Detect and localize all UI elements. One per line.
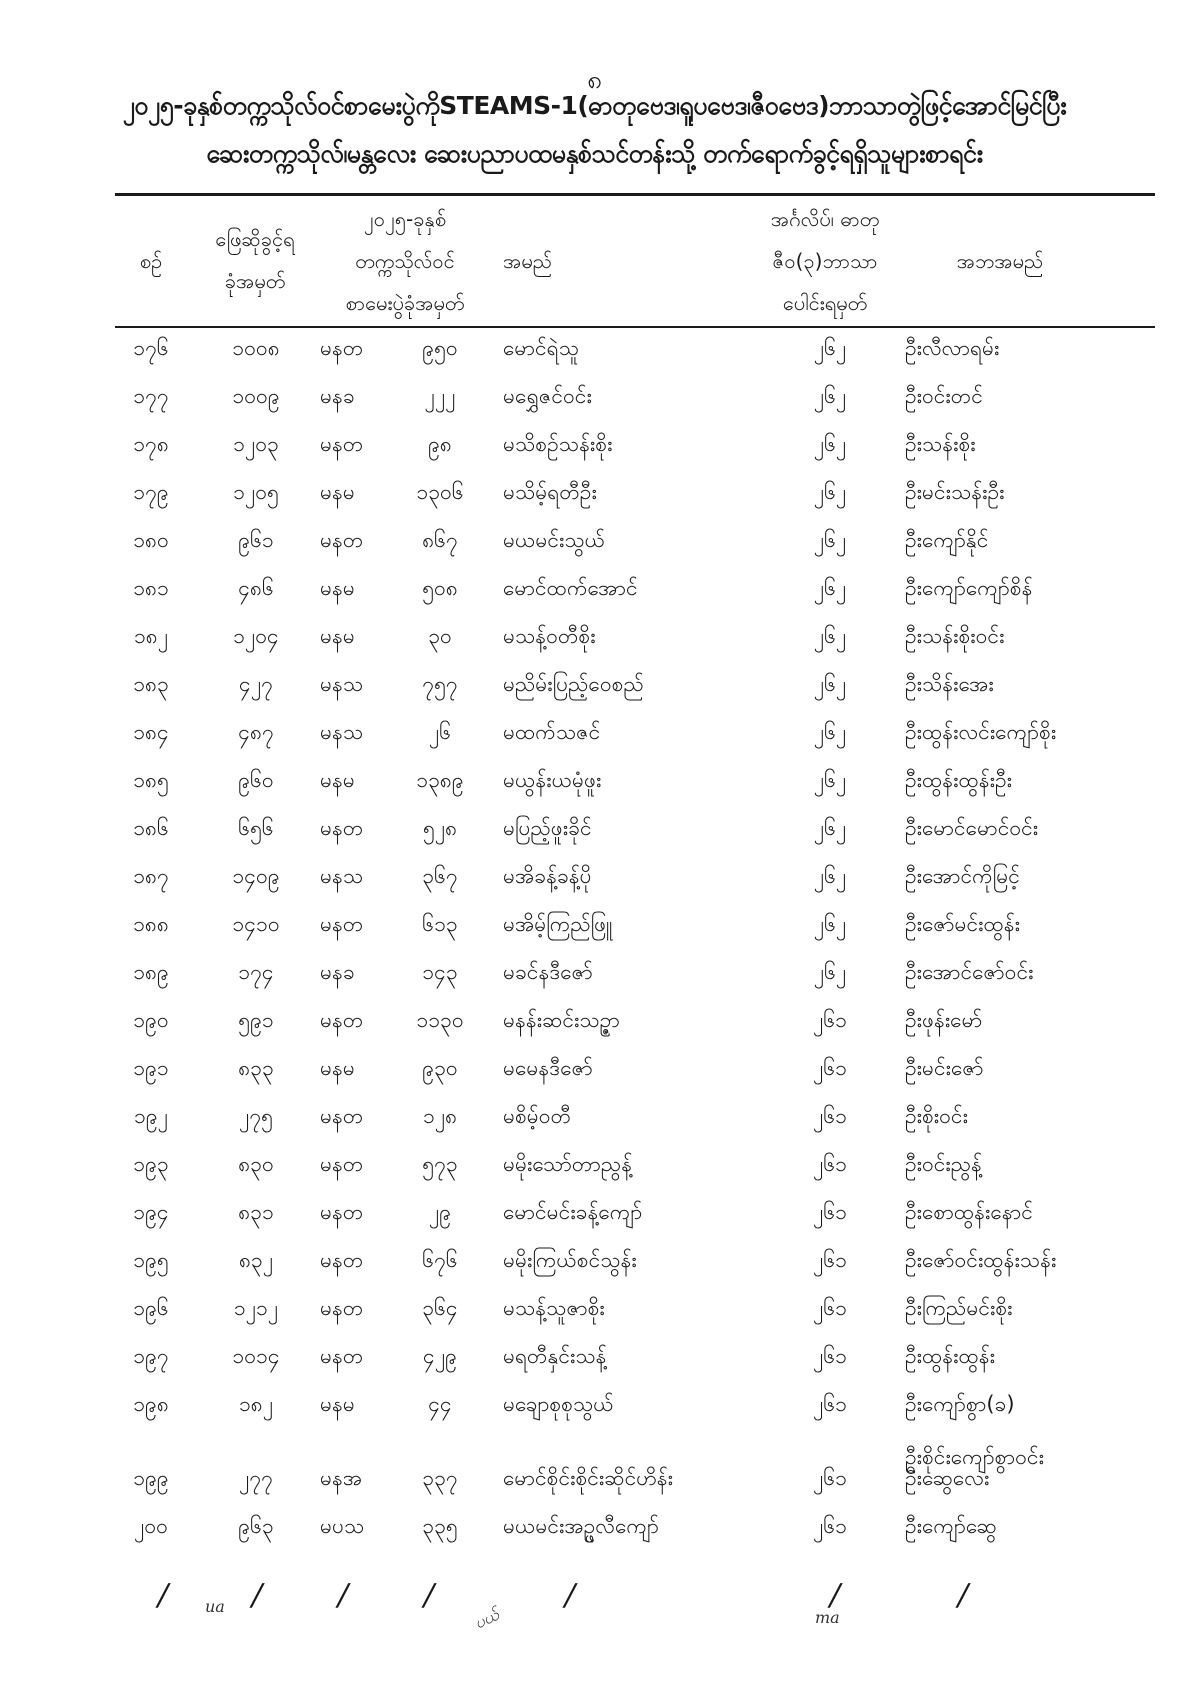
- matric-number-cell: ၁၂၈: [422, 1104, 458, 1128]
- matric-prefix-cell: မနတ: [320, 1296, 364, 1320]
- roll-number-cell: ၁၂၀၅: [233, 480, 279, 504]
- matric-number-cell: ၃၃၇: [422, 1466, 458, 1490]
- matric-number-cell: ၁၃၈၉: [416, 768, 464, 792]
- name-cell: မနန်းဆင်းသဉ္ဇာ: [503, 1008, 620, 1032]
- roll-number-cell: ၅၉၁: [238, 1008, 274, 1032]
- father-name-cell: ဦးထွန်းလင်းကျော်စိုး: [905, 720, 1057, 744]
- roll-number-cell: ၄၂၇: [239, 672, 273, 696]
- roll-number-cell: ၉၆၃: [238, 1514, 274, 1538]
- table-row: [0, 1511, 1189, 1559]
- matric-prefix-cell: မနမ: [320, 1056, 355, 1080]
- marks-cell: ၂၆၁: [813, 1466, 847, 1490]
- matric-number-cell: ၅၀၈: [422, 576, 458, 600]
- name-cell: မယမင်းအဥ္ဖလီကျော်: [503, 1514, 659, 1538]
- table-row: [0, 957, 1189, 1005]
- matric-number-cell: ၄၂၉: [423, 1344, 457, 1368]
- roll-number-cell: ၈၃၀: [238, 1152, 274, 1176]
- serial-cell: ၁၉၇: [133, 1344, 169, 1368]
- matric-number-cell: ၆၁၃: [422, 912, 458, 936]
- father-name-cell: ဦးအောင်ကိုမြင့်: [905, 864, 1020, 888]
- table-row: [0, 717, 1189, 765]
- serial-cell: ၁၉၃: [133, 1152, 169, 1176]
- serial-cell: ၁၇၈: [133, 432, 169, 456]
- matric-number-cell: ၅၇၃: [422, 1152, 458, 1176]
- serial-cell: ၂၀၀: [134, 1514, 168, 1538]
- roll-number-cell: ၁၄၀၉: [232, 864, 280, 888]
- marks-cell: ၂၆၂: [813, 384, 847, 408]
- marks-cell: ၂၆၁: [813, 1056, 847, 1080]
- matric-prefix-cell: မနတ: [320, 528, 364, 552]
- name-cell: မောင်မင်းခန့်ကျော်: [503, 1200, 643, 1224]
- name-cell: မောင်စိုင်းစိုင်းဆိုင်ဟိန်း: [503, 1466, 673, 1490]
- header-marks-line3: ပေါင်းရမှတ်: [782, 291, 868, 315]
- table-row: [0, 1053, 1189, 1101]
- table-row: [0, 1197, 1189, 1245]
- matric-prefix-cell: မနသ: [320, 672, 364, 696]
- tick-mark: /: [420, 1578, 438, 1613]
- matric-number-cell: ၂၉: [428, 1200, 452, 1224]
- table-row: [0, 381, 1189, 429]
- marks-cell: ၂၆၂: [813, 816, 847, 840]
- name-cell: မသိစဉ်သန်းစိုး: [503, 432, 613, 456]
- serial-cell: ၁၈၀: [133, 528, 169, 552]
- serial-cell: ၁၈၁: [133, 576, 169, 600]
- tick-mark: /: [334, 1578, 352, 1613]
- header-marks-line2: ဇီဝ(၃)ဘာသာ: [772, 249, 878, 273]
- serial-cell: ၁၉၁: [133, 1056, 169, 1080]
- table-row: [0, 669, 1189, 717]
- father-name-cell: ဦးဝင်းညွန့်: [905, 1152, 982, 1176]
- table-row: [0, 765, 1189, 813]
- roll-number-cell: ၂၇၅: [239, 1104, 273, 1128]
- table-row: [0, 813, 1189, 861]
- title-line-2: ဆေးတက္ကသိုလ်၊မန္တလေး ဆေးပညာပထမနှစ်သင်တန်းသို့ တက်ရောက်ခွင့်ရရှိသူများစာရင်း: [206, 139, 983, 168]
- roll-number-cell: ၄၈၇: [238, 720, 274, 744]
- serial-cell: ၁၉၄: [133, 1200, 169, 1224]
- matric-number-cell: ၆၇၆: [422, 1248, 458, 1272]
- matric-prefix-cell: မနမ: [320, 1392, 355, 1416]
- roll-number-cell: ၉၆၁: [238, 528, 274, 552]
- matric-prefix-cell: မနသ: [320, 720, 364, 744]
- roll-number-cell: ၁၂၁၂: [233, 1296, 279, 1320]
- table-rule-top: [115, 193, 1155, 196]
- matric-prefix-cell: မနမ: [320, 624, 355, 648]
- page-number: ၈: [587, 65, 602, 95]
- serial-cell: ၁၉၂: [134, 1104, 168, 1128]
- father-name-cell: ဦးကျော်ကျော်စိန်: [905, 576, 1033, 600]
- serial-cell: ၁၉၉: [133, 1466, 169, 1490]
- name-cell: မရွှေဇင်ဝင်း: [503, 384, 592, 408]
- marks-cell: ၂၆၂: [813, 528, 847, 552]
- matric-prefix-cell: မနတ: [320, 912, 364, 936]
- tick-mark: /: [154, 1578, 172, 1613]
- matric-prefix-cell: မပသ: [320, 1514, 365, 1538]
- father-name-cell: ဦးအောင်ဇော်ဝင်း: [905, 960, 1034, 984]
- serial-cell: ၁၇၉: [133, 480, 169, 504]
- serial-cell: ၁၈၆: [133, 816, 169, 840]
- serial-cell: ၁၉၅: [133, 1248, 169, 1272]
- matric-prefix-cell: မနအ: [320, 1466, 363, 1490]
- father-name-cell: ဦးဇော်ဝင်းထွန်းသန်း: [905, 1248, 1057, 1272]
- father-name-cell: ဦးစိုးဝင်း: [905, 1104, 968, 1128]
- roll-number-cell: ၁၀၀၉: [232, 384, 280, 408]
- roll-number-cell: ၆၅၆: [238, 816, 274, 840]
- matric-number-cell: ၁၄၃: [422, 960, 458, 984]
- father-name-cell: ဦးကျော်စွာ(ခ): [905, 1392, 1015, 1416]
- tick-mark: /: [826, 1578, 844, 1613]
- matric-number-cell: ၃၀: [428, 624, 452, 648]
- name-cell: မခင်နဒီဇော်: [503, 960, 593, 984]
- marks-cell: ၂၆၁: [813, 1152, 847, 1176]
- name-cell: မမိုးကြယ်စင်သွန်း: [503, 1248, 637, 1272]
- marks-cell: ၂၆၂: [813, 864, 847, 888]
- father-name-cell: ဦးဆွေလေး: [905, 1466, 990, 1490]
- serial-cell: ၁၉၀: [133, 1008, 169, 1032]
- marks-cell: ၂၆၂: [813, 624, 847, 648]
- name-cell: မထက်သဇင်: [503, 720, 601, 744]
- father-name-cell: ဦးထွန်းထွန်းဦး: [905, 768, 1012, 792]
- roll-number-cell: ၁၈၂: [238, 1392, 274, 1416]
- matric-number-cell: ၄၄: [428, 1392, 452, 1416]
- father-extra-line: ဦးစိုင်းကျော်စွာဝင်း: [905, 1445, 1044, 1469]
- matric-prefix-cell: မနခ: [320, 384, 355, 408]
- matric-prefix-cell: မနတ: [320, 1248, 364, 1272]
- name-cell: မောင်ရဲသူ: [503, 336, 580, 360]
- matric-prefix-cell: မနခ: [320, 960, 355, 984]
- matric-prefix-cell: မနတ: [320, 432, 364, 456]
- marks-cell: ၂၆၁: [813, 1296, 847, 1320]
- table-row: [0, 1293, 1189, 1341]
- serial-cell: ၁၈၈: [133, 912, 169, 936]
- marks-cell: ၂၆၁: [813, 1200, 847, 1224]
- father-name-cell: ဦးသိန်းအေး: [905, 672, 994, 696]
- serial-cell: ၁၉၆: [133, 1296, 169, 1320]
- matric-prefix-cell: မနတ: [320, 1344, 364, 1368]
- table-row: [0, 621, 1189, 669]
- table-row: [0, 861, 1189, 909]
- matric-number-cell: ၉၃၀: [422, 1056, 458, 1080]
- matric-number-cell: ၉၈: [428, 432, 452, 456]
- name-cell: မညိမ်းပြည့်ဝေစည်: [503, 672, 644, 696]
- matric-number-cell: ၅၂၈: [422, 816, 458, 840]
- matric-number-cell: ၃၆၇: [422, 864, 458, 888]
- matric-prefix-cell: မနတ: [320, 816, 364, 840]
- title-line-1: ၂၀၂၅-ခုနှစ်တက္ကသိုလ်ဝင်စာမေးပွဲကိုSTEAMS-1(ဓာတုဗေဒ၊ရူပဗေဒ၊ဇီဝဗေဒ)ဘာသာတွဲဖြင့်အောင်မြင်ပြီး: [122, 91, 1067, 120]
- roll-number-cell: ၁၀၀၈: [232, 336, 280, 360]
- marks-cell: ၂၆၂: [813, 576, 847, 600]
- name-cell: မအိမ့်ကြည်ဖြူ: [503, 912, 613, 936]
- roll-number-cell: ၈၃၂: [238, 1248, 274, 1272]
- table-rule-mid: [115, 326, 1155, 328]
- serial-cell: ၁၈၂: [133, 624, 169, 648]
- serial-cell: ၁၈၇: [133, 864, 169, 888]
- name-cell: မရတီနှင်းသန့်: [503, 1344, 607, 1368]
- serial-cell: ၁၉၈: [133, 1392, 169, 1416]
- father-name-cell: ဦးမောင်မောင်ဝင်း: [905, 816, 1039, 840]
- table-row: [0, 1149, 1189, 1197]
- header-matric-line2: တက္ကသိုလ်ဝင်: [355, 249, 455, 273]
- name-cell: မသန့်သူဇာစိုး: [503, 1296, 605, 1320]
- tick-mark: /: [561, 1578, 579, 1613]
- table-row: [0, 1101, 1189, 1149]
- name-cell: မယမင်းသွယ်: [503, 528, 606, 552]
- matric-prefix-cell: မနတ: [320, 336, 364, 360]
- table-row: [0, 525, 1189, 573]
- table-row: [0, 1389, 1189, 1437]
- header-marks-line1: အင်္ဂလိပ်၊ ဓာတု: [770, 207, 880, 231]
- matric-number-cell: ၂၂၂: [424, 384, 456, 408]
- name-cell: မသန့်ဝတီစိုး: [503, 624, 596, 648]
- serial-cell: ၁၈၃: [133, 672, 169, 696]
- serial-cell: ၁၈၅: [133, 768, 169, 792]
- father-name-cell: ဦးလီလာရမ်း: [905, 336, 1000, 360]
- name-cell: မသိမ့်ရတီဦး: [503, 480, 597, 504]
- header-father-name: အဘအမည်: [956, 249, 1044, 273]
- header-roll-line1: ဖြေဆိုခွင့်ရ: [215, 227, 295, 251]
- matric-prefix-cell: မနမ: [320, 768, 355, 792]
- name-cell: မမိုးသော်တာညွန့်: [503, 1152, 633, 1176]
- header-matriculation-number: [315, 198, 495, 324]
- serial-cell: ၁၈၄: [133, 720, 169, 744]
- tick-mark: /: [248, 1578, 266, 1613]
- name-cell: မချောစုစုသွယ်: [503, 1392, 614, 1416]
- father-name-cell: ဦးမင်းသန်းဦး: [905, 480, 1005, 504]
- marks-cell: ၂၆၂: [813, 720, 847, 744]
- roll-number-cell: ၁၀၁၄: [232, 1344, 280, 1368]
- table-row: [0, 429, 1189, 477]
- tick-marks-row: [0, 1578, 1189, 1638]
- table-row: [0, 477, 1189, 525]
- matric-prefix-cell: မနသ: [320, 864, 364, 888]
- matric-number-cell: ၁၃၀၆: [416, 480, 464, 504]
- matric-number-cell: ၂၆: [428, 720, 452, 744]
- roll-number-cell: ၁၂၀၄: [233, 624, 279, 648]
- father-name-cell: ဦးထွန်းထွန်း: [905, 1344, 995, 1368]
- name-cell: မပြည့်ဖူးခိုင်: [503, 816, 592, 840]
- father-name-cell: ဦးဖုန်းမော်: [905, 1008, 983, 1032]
- marks-cell: ၂၆၂: [813, 912, 847, 936]
- roll-number-cell: ၄၈၆: [238, 576, 274, 600]
- roll-number-cell: ၁၄၁၀: [232, 912, 280, 936]
- father-name-cell: ဦးကျော်နိုင်: [905, 528, 989, 552]
- father-name-cell: ဦးဝင်းတင်: [905, 384, 983, 408]
- roll-number-cell: ၈၃၁: [238, 1200, 274, 1224]
- marks-cell: ၂၆၁: [813, 1514, 847, 1538]
- roll-number-cell: ၁၂၀၃: [233, 432, 279, 456]
- header-total-marks: [725, 198, 925, 324]
- serial-cell: ၁၇၆: [133, 336, 169, 360]
- father-name-cell: ဦးကျော်ဆွေ: [905, 1514, 997, 1538]
- header-serial: စဉ်: [139, 249, 163, 273]
- roll-number-cell: ၈၃၃: [238, 1056, 274, 1080]
- initial-mark: ma: [815, 1608, 840, 1627]
- marks-cell: ၂၆၁: [813, 1344, 847, 1368]
- matric-number-cell: ၇၅၇: [422, 672, 458, 696]
- matric-prefix-cell: မနမ: [320, 576, 355, 600]
- serial-cell: ၁၈၉: [133, 960, 169, 984]
- name-cell: မမေနဒီဇော်: [503, 1056, 593, 1080]
- name-cell: မအိခန့်ခန့်ပို: [503, 864, 592, 888]
- marks-cell: ၂၆၂: [813, 768, 847, 792]
- table-row: [0, 333, 1189, 381]
- roll-number-cell: ၁၇၄: [238, 960, 274, 984]
- initial-mark: ပယ်: [471, 1604, 502, 1633]
- father-name-cell: ဦးမင်းဇော်: [905, 1056, 984, 1080]
- father-name-cell: ဦးသန်းစိုးဝင်း: [905, 624, 1005, 648]
- father-name-cell: ဦးသန်းစိုး: [905, 432, 976, 456]
- matric-prefix-cell: မနတ: [320, 1008, 364, 1032]
- initial-mark: ua: [205, 1597, 225, 1616]
- serial-cell: ၁၇၇: [133, 384, 169, 408]
- marks-cell: ၂၆၁: [813, 1104, 847, 1128]
- marks-cell: ၂၆၁: [813, 1248, 847, 1272]
- name-cell: မစိမ့်ဝတီ: [503, 1104, 572, 1128]
- header-roll-number: [200, 218, 310, 302]
- marks-cell: ၂၆၂: [813, 336, 847, 360]
- table-row: [0, 1245, 1189, 1293]
- matric-number-cell: ၁၁၃၀: [416, 1008, 464, 1032]
- name-cell: မောင်ထက်အောင်: [503, 576, 638, 600]
- marks-cell: ၂၆၂: [813, 480, 847, 504]
- matric-prefix-cell: မနတ: [320, 1152, 364, 1176]
- marks-cell: ၂၆၁: [813, 1008, 847, 1032]
- marks-cell: ၂၆၂: [813, 432, 847, 456]
- matric-prefix-cell: မနတ: [320, 1104, 364, 1128]
- tick-mark: /: [954, 1578, 972, 1613]
- matric-number-cell: ၈၆၇: [422, 528, 458, 552]
- father-name-cell: ဦးကြည်မင်းစိုး: [905, 1296, 1013, 1320]
- header-matric-line1: ၂၀၂၅-ခုနှစ်: [363, 207, 447, 231]
- roll-number-cell: ၉၆၀: [238, 768, 274, 792]
- marks-cell: ၂၆၁: [813, 1392, 847, 1416]
- header-roll-line2: ခုံအမှတ်: [224, 269, 286, 293]
- matric-number-cell: ၃၃၅: [422, 1514, 458, 1538]
- roll-number-cell: ၂၇၇: [239, 1466, 273, 1490]
- header-matric-line3: စာမေးပွဲခုံအမှတ်: [345, 291, 465, 315]
- marks-cell: ၂၆၂: [813, 960, 847, 984]
- marks-cell: ၂၆၂: [813, 672, 847, 696]
- father-name-cell: ဦးဇော်မင်းထွန်း: [905, 912, 1020, 936]
- father-name-cell: ဦးစောထွန်းနောင်: [905, 1200, 1033, 1224]
- table-row: [0, 573, 1189, 621]
- table-row: [0, 1341, 1189, 1389]
- name-cell: မယွန်းယမုံဖူး: [503, 768, 602, 792]
- table-row: [0, 1005, 1189, 1053]
- table-row: [0, 909, 1189, 957]
- header-name: အမည်: [503, 249, 553, 273]
- matric-prefix-cell: မနတ: [320, 1200, 364, 1224]
- matric-number-cell: ၃၆၄: [422, 1296, 458, 1320]
- matric-prefix-cell: မနမ: [320, 480, 355, 504]
- matric-number-cell: ၉၅၀: [422, 336, 458, 360]
